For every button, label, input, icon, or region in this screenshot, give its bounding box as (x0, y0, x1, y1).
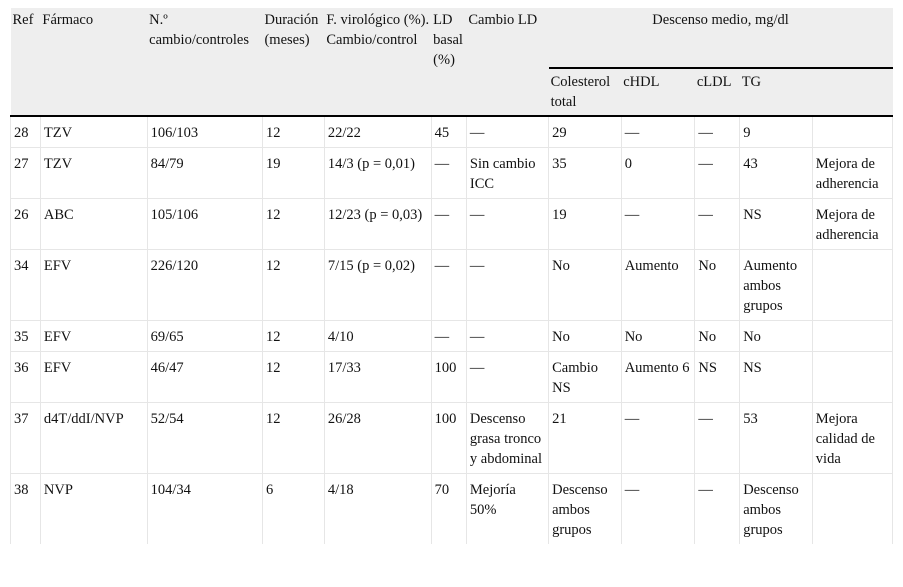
cell-total-cholesterol: 35 (549, 148, 622, 199)
cell-ld-change: — (466, 116, 548, 148)
header-ref: Ref (11, 8, 41, 116)
cell-total-cholesterol: Cambio NS (549, 352, 622, 403)
cell-ref: 28 (11, 116, 41, 148)
cell-ldl: — (695, 148, 740, 199)
header-virologic: F. virológico (%). Cambio/control (324, 8, 431, 116)
cell-total-cholesterol: 21 (549, 403, 622, 474)
cell-tg: 43 (740, 148, 813, 199)
cell-virologic: 17/33 (324, 352, 431, 403)
cell-ref: 37 (11, 403, 41, 474)
cell-ldl: No (695, 250, 740, 321)
cell-tg: 9 (740, 116, 813, 148)
cell-n: 84/79 (147, 148, 262, 199)
header-drug: Fármaco (40, 8, 147, 116)
cell-ref: 34 (11, 250, 41, 321)
cell-virologic: 26/28 (324, 403, 431, 474)
header-duration: Duración (meses) (262, 8, 324, 116)
cell-ldl: — (695, 403, 740, 474)
header-ld-change: Cambio LD (466, 8, 548, 116)
cell-ldl: NS (695, 352, 740, 403)
cell-observations (812, 474, 892, 545)
cell-drug: d4T/ddI/NVP (40, 403, 147, 474)
cell-virologic: 14/3 (p = 0,01) (324, 148, 431, 199)
cell-duration: 19 (262, 148, 324, 199)
cell-ref: 36 (11, 352, 41, 403)
cell-ld-basal: — (431, 199, 466, 250)
cell-ref: 26 (11, 199, 41, 250)
cell-n: 104/34 (147, 474, 262, 545)
cell-total-cholesterol: 29 (549, 116, 622, 148)
cell-hdl: — (621, 474, 695, 545)
header-ld-basal: LD basal (%) (431, 8, 466, 116)
cell-drug: EFV (40, 321, 147, 352)
table-row (11, 474, 893, 545)
cell-ld-change: — (466, 352, 548, 403)
cell-tg: Descenso ambos grupos (740, 474, 813, 545)
cell-observations (812, 250, 892, 321)
cell-observations (812, 352, 892, 403)
header-hdl: cHDL (621, 68, 695, 116)
cell-total-cholesterol: No (549, 321, 622, 352)
cell-drug: TZV (40, 148, 147, 199)
header-group-mean-decrease: Descenso medio, mg/dl (549, 8, 893, 68)
cell-virologic: 4/10 (324, 321, 431, 352)
cell-ld-change: — (466, 199, 548, 250)
table-container (10, 8, 893, 544)
table-header (11, 8, 893, 116)
cell-ld-basal: — (431, 148, 466, 199)
table-body (11, 116, 893, 544)
cell-ldl: — (695, 116, 740, 148)
cell-n: 226/120 (147, 250, 262, 321)
table-row (11, 403, 893, 474)
cell-duration: 12 (262, 250, 324, 321)
header-n: N.º cambio/controles (147, 8, 262, 116)
cell-hdl: Aumento 6 (621, 352, 695, 403)
cell-total-cholesterol: No (549, 250, 622, 321)
cell-duration: 12 (262, 116, 324, 148)
cell-virologic: 22/22 (324, 116, 431, 148)
cell-tg: Aumento ambos grupos (740, 250, 813, 321)
cell-total-cholesterol: Descenso ambos grupos (549, 474, 622, 545)
cell-n: 106/103 (147, 116, 262, 148)
cell-tg: NS (740, 199, 813, 250)
cell-observations: Mejora calidad de vida (812, 403, 892, 474)
header-observations (812, 68, 892, 116)
cell-observations: Mejora de adherencia (812, 199, 892, 250)
cell-duration: 12 (262, 403, 324, 474)
cell-duration: 6 (262, 474, 324, 545)
header-tg: TG (740, 68, 813, 116)
table-row (11, 321, 893, 352)
cell-ld-change: Sin cambio ICC (466, 148, 548, 199)
cell-hdl: 0 (621, 148, 695, 199)
cell-virologic: 7/15 (p = 0,02) (324, 250, 431, 321)
cell-ld-basal: 45 (431, 116, 466, 148)
cell-observations (812, 116, 892, 148)
cell-drug: TZV (40, 116, 147, 148)
cell-virologic: 12/23 (p = 0,03) (324, 199, 431, 250)
table-row (11, 199, 893, 250)
cell-drug: EFV (40, 250, 147, 321)
cell-ref: 38 (11, 474, 41, 545)
cell-ld-basal: 100 (431, 403, 466, 474)
cell-ld-change: — (466, 250, 548, 321)
cell-hdl: — (621, 403, 695, 474)
cell-drug: EFV (40, 352, 147, 403)
cell-n: 105/106 (147, 199, 262, 250)
cell-ref: 27 (11, 148, 41, 199)
cell-ld-change: Descenso grasa tronco y abdominal (466, 403, 548, 474)
cell-hdl: No (621, 321, 695, 352)
cell-duration: 12 (262, 352, 324, 403)
cell-tg: 53 (740, 403, 813, 474)
cell-ld-change: Mejoría 50% (466, 474, 548, 545)
cell-ref: 35 (11, 321, 41, 352)
cell-hdl: — (621, 199, 695, 250)
cell-tg: NS (740, 352, 813, 403)
cell-drug: ABC (40, 199, 147, 250)
cell-ld-basal: 70 (431, 474, 466, 545)
header-total-cholesterol: Colesterol total (549, 68, 622, 116)
table-row (11, 352, 893, 403)
cell-ldl: — (695, 199, 740, 250)
header-ldl: cLDL (695, 68, 740, 116)
cell-observations: Mejora de adherencia (812, 148, 892, 199)
table-row (11, 148, 893, 199)
results-table (10, 8, 893, 544)
cell-drug: NVP (40, 474, 147, 545)
cell-ld-basal: 100 (431, 352, 466, 403)
cell-ldl: No (695, 321, 740, 352)
cell-total-cholesterol: 19 (549, 199, 622, 250)
table-row (11, 250, 893, 321)
cell-ld-change: — (466, 321, 548, 352)
cell-ldl: — (695, 474, 740, 545)
table-row (11, 116, 893, 148)
cell-virologic: 4/18 (324, 474, 431, 545)
cell-duration: 12 (262, 321, 324, 352)
cell-duration: 12 (262, 199, 324, 250)
cell-n: 52/54 (147, 403, 262, 474)
cell-n: 69/65 (147, 321, 262, 352)
cell-hdl: — (621, 116, 695, 148)
cell-ld-basal: — (431, 250, 466, 321)
cell-hdl: Aumento (621, 250, 695, 321)
cell-ld-basal: — (431, 321, 466, 352)
cell-n: 46/47 (147, 352, 262, 403)
cell-tg: No (740, 321, 813, 352)
cell-observations (812, 321, 892, 352)
